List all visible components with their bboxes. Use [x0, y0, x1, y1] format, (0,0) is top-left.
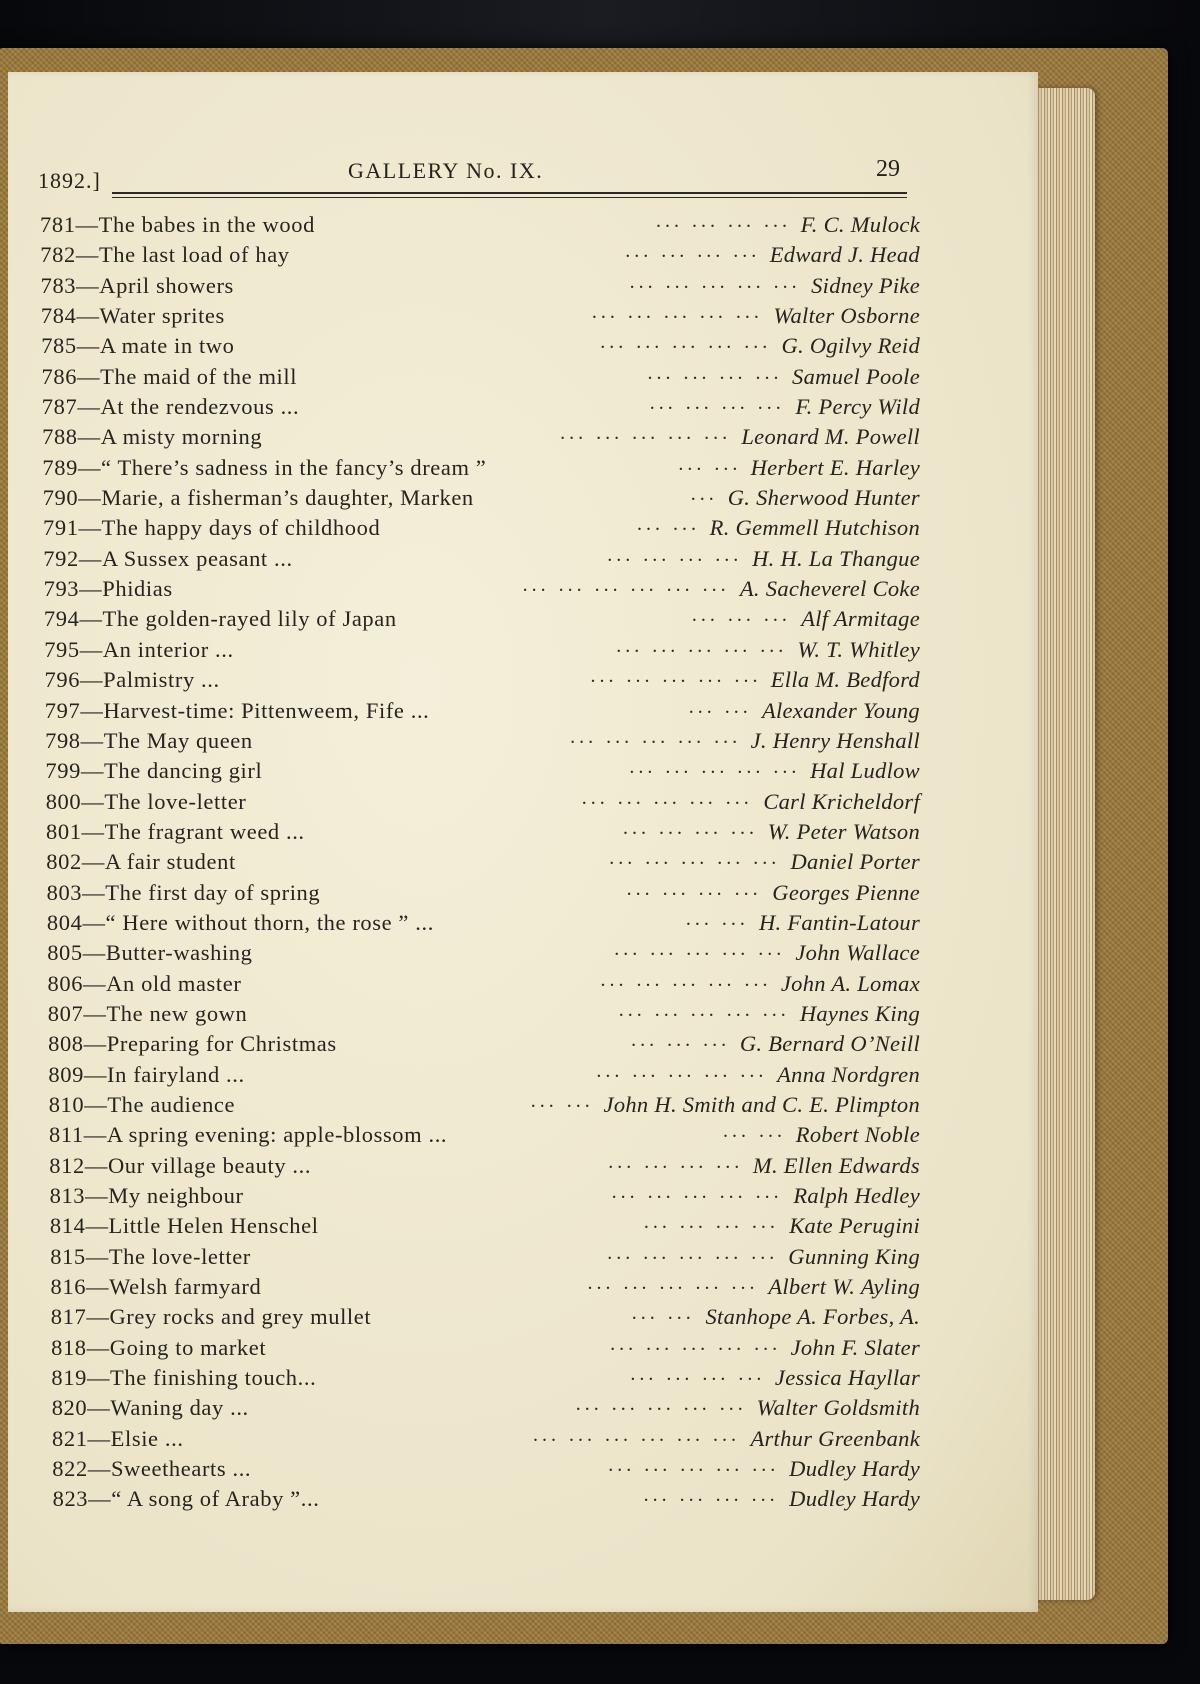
entry-artist: John F. Slater — [790, 1334, 920, 1360]
entry-title: 783—April showers — [40, 272, 234, 298]
leader-dots: ... ... ... ... ... — [596, 1059, 768, 1082]
entry-artist: Haynes King — [799, 1000, 920, 1026]
leader-dots: ... ... — [678, 452, 742, 475]
entry-artist: Samuel Poole — [792, 363, 920, 389]
entry-artist: John H. Smith and C. E. Plimpton — [603, 1091, 920, 1117]
entry-title: 822—Sweethearts ... — [52, 1456, 252, 1482]
entry-title: 803—The first day of spring — [46, 879, 321, 905]
entry-title: 781—The babes in the wood — [40, 212, 315, 237]
entry-artist: Walter Osborne — [773, 303, 920, 329]
entry-title: 804—“ Here without thorn, the rose ” ... — [46, 909, 434, 935]
leader-dots: ... ... ... ... — [625, 240, 761, 263]
entry-artist: Carl Kricheldorf — [763, 788, 920, 814]
entry-artist: Hal Ludlow — [810, 758, 920, 784]
leader-dots: ... ... ... ... — [630, 1363, 766, 1386]
entry-title: 821—Elsie ... — [52, 1425, 184, 1451]
leader-dots: ... ... ... ... — [643, 1211, 779, 1234]
leader-dots: ... ... ... ... — [643, 1484, 779, 1507]
entry-title: 791—The happy days of childhood — [43, 515, 381, 541]
entry-title: 787—At the rendezvous ... — [41, 394, 300, 420]
entry-title: 820—Waning day ... — [51, 1395, 249, 1421]
leader-dots: ... ... ... ... ... — [629, 270, 801, 293]
leader-dots: ... ... ... ... — [649, 392, 785, 415]
entry-artist: John Wallace — [795, 940, 920, 966]
entry-artist: Ella M. Bedford — [770, 667, 920, 693]
leader-dots: ... ... ... ... ... — [600, 331, 772, 354]
entry-artist: Ralph Hedley — [793, 1183, 920, 1208]
leader-dots: ... ... ... ... ... — [600, 968, 772, 991]
entry-artist: Walter Goldsmith — [756, 1395, 920, 1421]
entry-artist: H. Fantin-Latour — [758, 909, 920, 935]
entry-title: 792—A Sussex peasant ... — [43, 545, 293, 571]
entry-title: 802—A fair student — [46, 849, 236, 875]
leader-dots: ... ... ... ... ... — [570, 725, 742, 748]
entry-artist: R. Gemmell Hutchison — [709, 515, 920, 541]
leader-dots: ... ... ... ... ... — [591, 301, 763, 324]
entry-artist: Dudley Hardy — [789, 1456, 920, 1482]
entry-title: 823—“ A song of Araby ”... — [52, 1486, 320, 1512]
entry-artist: Gunning King — [788, 1243, 920, 1269]
entry-artist: Robert Noble — [795, 1122, 920, 1148]
catalogue-entry — [42, 453, 920, 483]
leader-dots: ... ... ... ... — [608, 1150, 744, 1173]
leader-dots: ... ... ... ... ... — [581, 786, 753, 809]
entry-artist: G. Ogilvy Reid — [781, 333, 920, 359]
leader-dots: ... ... ... ... — [607, 543, 743, 566]
entry-title: 812—Our village beauty ... — [49, 1152, 312, 1178]
entry-artist: H. H. La Thangue — [752, 545, 920, 571]
entry-artist: John A. Lomax — [780, 970, 920, 996]
leader-dots: ... ... ... ... ... — [609, 847, 781, 870]
leader-dots: ... ... ... ... ... — [629, 756, 801, 779]
leader-dots: ... ... ... ... ... ... — [533, 1423, 740, 1446]
leader-dots: ... ... ... ... ... — [590, 665, 762, 688]
entry-artist: Kate Perugini — [789, 1213, 920, 1239]
entry-artist: G. Bernard O’Neill — [739, 1031, 920, 1057]
leader-dots: ... ... ... ... ... ... — [522, 574, 730, 597]
entry-artist: Anna Nordgren — [777, 1061, 920, 1087]
entry-title: 810—The audience — [48, 1091, 236, 1117]
page-number: 29 — [876, 156, 900, 182]
leader-dots: ... — [690, 483, 718, 506]
entry-title: 800—The love-letter — [45, 788, 247, 814]
entry-artist: Albert W. Ayling — [768, 1274, 920, 1300]
entry-artist: Arthur Greenbank — [750, 1425, 920, 1451]
running-header — [38, 154, 908, 193]
leader-dots: ... ... ... ... ... — [608, 1454, 780, 1477]
entry-title: 811—A spring evening: apple-blossom ... — [49, 1122, 448, 1148]
entry-title: 806—An old master — [47, 970, 242, 996]
entry-artist: Dudley Hardy — [789, 1486, 920, 1512]
leader-dots: ... ... ... ... — [623, 816, 758, 839]
entry-artist: A. Sacheverel Coke — [739, 576, 920, 602]
entry-artist: M. Ellen Edwards — [752, 1152, 920, 1178]
entry-title: 808—Preparing for Christmas — [48, 1031, 337, 1057]
leader-dots: ... ... ... ... — [647, 361, 783, 384]
page-edges — [1033, 88, 1095, 1600]
entry-artist: Edward J. Head — [769, 242, 920, 268]
leader-dots: ... ... — [637, 513, 700, 536]
entry-artist: Alexander Young — [761, 697, 920, 723]
leader-dots: ... ... — [688, 695, 752, 718]
leader-dots: ... ... ... ... ... — [618, 998, 790, 1021]
entry-title: 794—The golden-rayed lily of Japan — [43, 606, 397, 632]
entry-artist: F. Percy Wild — [795, 394, 920, 420]
entry-title: 799—The dancing girl — [45, 758, 263, 784]
entry-artist: Stanhope A. Forbes, A. — [705, 1304, 920, 1330]
header-rule-thin — [112, 197, 907, 198]
entry-title: 818—Going to market — [51, 1334, 267, 1360]
entry-title: 817—Grey rocks and grey mullet — [50, 1304, 372, 1330]
entry-artist: F. C. Mulock — [800, 212, 920, 237]
header-gallery-title: GALLERY No. IX. — [348, 158, 544, 183]
entry-title: 788—A misty morning — [42, 424, 263, 450]
leader-dots: ... ... ... ... ... — [560, 422, 732, 445]
entry-artist: Jessica Hayllar — [774, 1365, 920, 1391]
leader-dots: ... ... — [530, 1089, 594, 1112]
entry-title: 784—Water sprites — [40, 303, 225, 329]
entry-title: 797—Harvest-time: Pittenweem, Fife ... — [44, 697, 430, 723]
entry-title: 815—The love-letter — [50, 1243, 251, 1269]
leader-dots: ... ... ... ... ... — [611, 1181, 783, 1203]
entry-title: 816—Welsh farmyard — [50, 1274, 262, 1300]
leader-dots: ... ... ... ... ... — [614, 938, 786, 961]
header-year: 1892.] — [38, 168, 101, 193]
leader-dots: ... ... ... ... ... — [616, 634, 788, 657]
entry-artist: W. Peter Watson — [767, 818, 920, 844]
entry-title: 795—An interior ... — [44, 636, 234, 662]
entry-title: 805—Butter-washing — [47, 940, 253, 966]
leader-dots: ... ... ... ... ... — [587, 1272, 759, 1295]
entry-title: 786—The maid of the mill — [41, 363, 298, 389]
leader-dots: ... ... ... ... — [626, 877, 762, 900]
header-rule — [112, 192, 907, 194]
entry-artist: Herbert E. Harley — [750, 454, 920, 480]
entry-artist: Alf Armitage — [801, 606, 920, 632]
leader-dots: ... ... — [631, 1302, 695, 1325]
entry-title: 796—Palmistry ... — [44, 667, 220, 693]
entry-title: 801—The fragrant weed ... — [46, 818, 305, 844]
entry-title: 819—The finishing touch... — [51, 1365, 317, 1391]
entry-title: 785—A mate in two — [41, 333, 235, 359]
catalogue-entry — [53, 1484, 920, 1514]
entry-title: 807—The new gown — [47, 1000, 248, 1026]
leader-dots: ... ... ... ... ... — [575, 1393, 747, 1416]
leader-dots: ... ... ... — [631, 1029, 731, 1052]
catalogue-list — [40, 210, 920, 1515]
entry-artist: G. Sherwood Hunter — [727, 485, 920, 511]
entry-title: 790—Marie, a fisherman’s daughter, Marken — [42, 485, 474, 511]
leader-dots: ... ... ... ... — [656, 210, 791, 232]
leader-dots: ... ... ... ... ... — [607, 1241, 779, 1264]
entry-artist: Leonard M. Powell — [741, 424, 920, 450]
leader-dots: ... ... — [685, 907, 749, 930]
entry-title: 814—Little Helen Henschel — [49, 1213, 319, 1239]
leader-dots: ... ... ... ... ... — [610, 1332, 782, 1355]
entry-title: 813—My neighbour — [49, 1183, 244, 1208]
entry-artist: Daniel Porter — [790, 849, 920, 875]
entry-title: 798—The May queen — [45, 727, 253, 753]
entry-title: 789—“ There’s sadness in the fancy’s dream ” — [42, 454, 487, 480]
entry-artist: W. T. Whitley — [797, 636, 920, 662]
entry-artist: Georges Pienne — [772, 879, 920, 905]
leader-dots: ... ... — [723, 1120, 786, 1143]
entry-artist: Sidney Pike — [811, 272, 920, 298]
entry-title: 782—The last load of hay — [40, 242, 290, 268]
entry-title: 809—In fairyland ... — [48, 1061, 245, 1087]
entry-title: 793—Phidias — [43, 576, 173, 602]
leader-dots: ... ... ... — [691, 604, 791, 627]
entry-artist: J. Henry Henshall — [750, 727, 920, 753]
catalogue-entry — [42, 422, 920, 452]
